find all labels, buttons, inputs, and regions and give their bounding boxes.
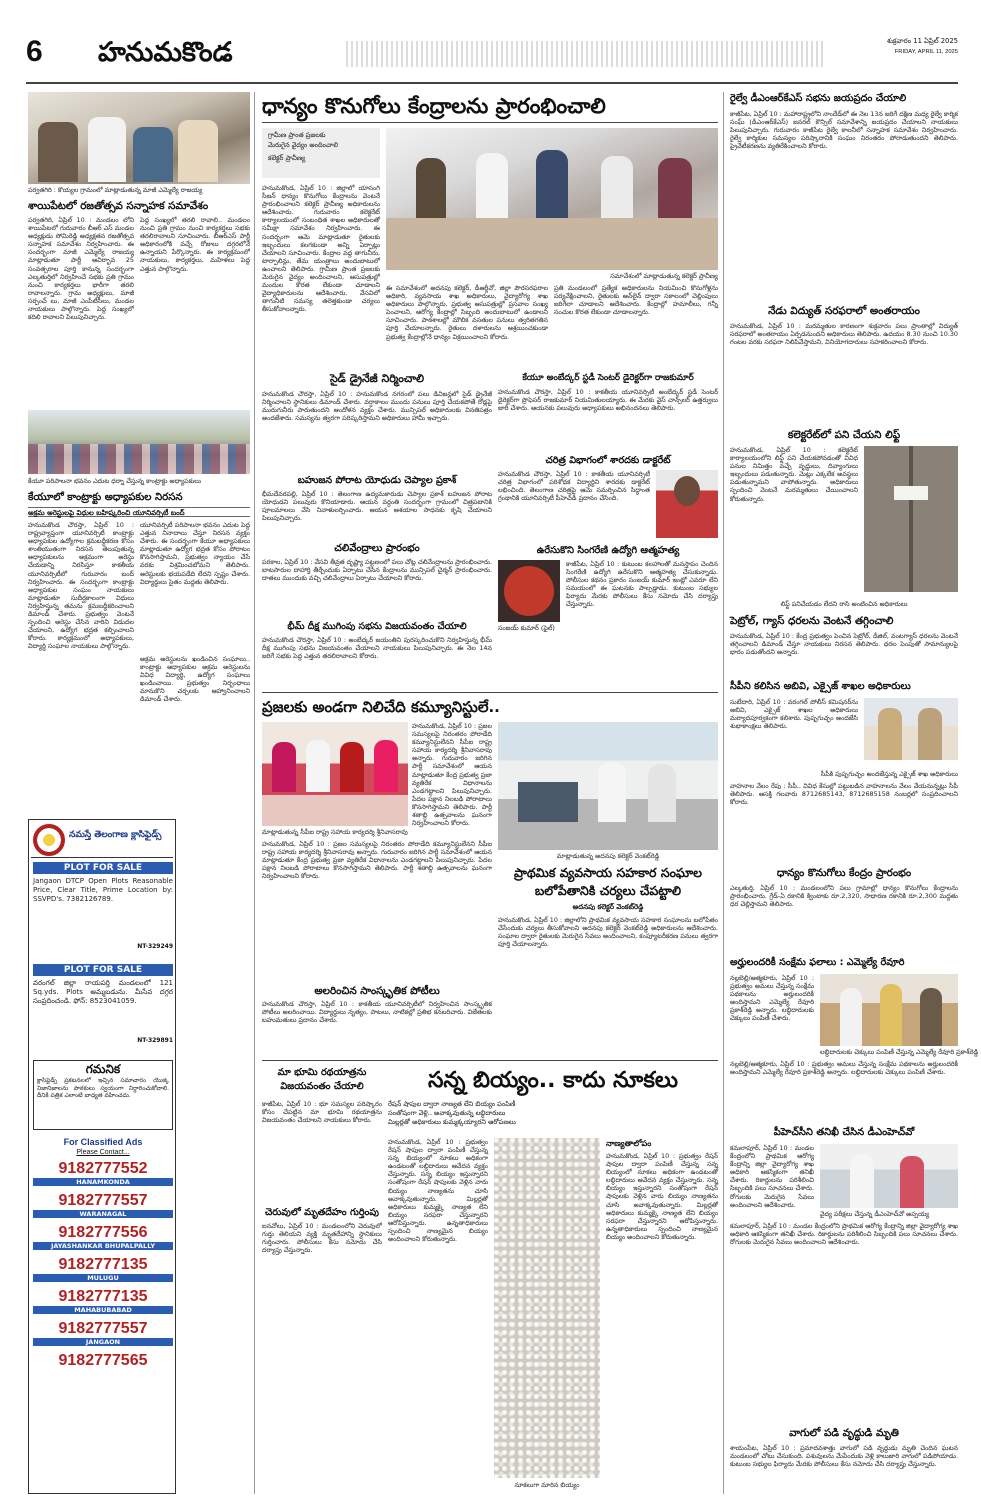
headline: కేయూ అంబేద్కర్ స్టడీ సెంటర్ డైరెక్టర్‌గా రాజకుమార్ bbox=[522, 373, 694, 383]
main-headline: ధాన్యం కొనుగోలు కేంద్రాలను ప్రారంభించాలి bbox=[262, 94, 606, 118]
article-body: భీమదేవరపల్లి, ఏప్రిల్ 10 : తెలంగాణ ఉద్యమకారుడు చెప్యాల ప్రకాశ్ బహుజన పోరాట యోధుడని పలువురు కొనియాడారు. ఆయన వర్ధంతి సందర్భంగా గ్రామంలో చిత్రపటానికి పూలమాలలు వేసి నివాళులర్పించారు. ఆయన ఆశయాల సాధనకు కృషి చేయాలని పిలుపునిచ్చారు. bbox=[262, 490, 492, 523]
classifieds-box bbox=[28, 819, 176, 1494]
article-body: సుబేదారి, ఏప్రిల్ 10 : వరంగల్ పోలీస్ కమిషనర్‌ను అబివి, ఎక్సైజ్ శాఖల అధికారులు మర్యాదపూర్వకంగా కలిశారు. పుష్పగుచ్ఛం అందజేసి శుభాకాంక్షలు తెలిపారు. bbox=[730, 698, 858, 731]
headline: శాయిపేటలో రజతోత్సవ సన్నాహక సమావేశం bbox=[28, 200, 209, 212]
headline: మా భూమి రథయాత్రను విజయవంతం చేయాలి bbox=[277, 1067, 367, 1092]
photo-caption: మాట్లాడుతున్న అదనపు కలెక్టర్ వెంకట్‌రెడ్డి bbox=[556, 852, 660, 860]
ad-location: JANGAON bbox=[33, 1338, 173, 1346]
highlight-item: రేషన్ షాపుల ద్వారా నాణ్యత లేని బియ్యం పంపిణీ bbox=[388, 1100, 516, 1108]
ad-code: NT-329891 bbox=[137, 1037, 173, 1044]
headline: అర్హులందరికీ సంక్షేమ ఫలాలు : ఎమ్మెల్యే రేవూరి bbox=[730, 957, 905, 968]
article-body: ఈ సమావేశంలో అదనపు కలెక్టర్, డీఆర్డీవో, జిల్లా పౌరసరఫరాల అధికారి, వ్యవసాయ శాఖ అధికారులు, వైద్యారోగ్య శాఖ అధికారులు పాల్గొన్నారు. ప్రభుత్వ ఆసుపత్రుల్లో ప్రసవాల సంఖ్య పెంచాలని, ఆరోగ్య కేంద్రాల్లో సిబ్బంది అందుబాటులో ఉండాలని సూచించారు. పాఠశాలల్లో మౌలిక వసతుల పనులు త్వరితగతిన పూర్తి చేయాలన్నారు. రైతులు దళారులను ఆశ్రయించకుండా ప్రభుత్వ కేంద్రాల్లోనే ధాన్యం విక్రయించాలని కోరారు. bbox=[386, 284, 548, 341]
ad-phone: 9182777135 bbox=[58, 1256, 148, 1273]
photo-caption: కేయూ పరిపాలనా భవనం ఎదుట ధర్నా చేస్తున్న కాంట్రాక్టు అధ్యాపకులు bbox=[28, 477, 201, 485]
article-body: హనుమకొండ చౌరస్తా, ఏప్రిల్ 10 : కాకతీయ యూనివర్సిటీ చరిత్ర విభాగంలో పరిశోధక విద్యార్థిని శారదకు డాక్టరేట్ లభించింది. తెలంగాణ చరిత్రపై ఆమె సమర్పించిన సిద్ధాంత గ్రంథానికి యూనివర్సిటీ పీహెచ్‌డీ ప్రదానం చేసింది. bbox=[498, 470, 650, 503]
portrait-photo bbox=[656, 470, 718, 538]
masthead-band bbox=[346, 41, 826, 67]
masthead bbox=[26, 31, 958, 77]
photo-caption: నూకలుగా మారిన బియ్యం bbox=[514, 1481, 580, 1489]
photo-caption: సీపీకి పుష్పగుచ్ఛం అందజేస్తున్న ఎక్సైజ్ శాఖ అధికారులు bbox=[820, 770, 958, 778]
article-body: హనుమకొండ, ఏప్రిల్ 10 : ప్రజల సమస్యలపై నిరంతరం పోరాడేది కమ్యూనిస్టులేనని సీపీఐ రాష్ట్ర సహాయ కార్యదర్శి శ్రీనివాసరావు అన్నారు. గురువారం జరిగిన పార్టీ సమావేశంలో ఆయన మాట్లాడుతూ కేంద్ర ప్రభుత్వ ప్రజా వ్యతిరేక విధానాలను ఎండగట్టాలని పిలుపునిచ్చారు. పేదల పక్షాన నిలబడి పోరాటాలు కొనసాగిస్తామని తెలిపారు. పార్టీ శతాబ్ది ఉత్సవాలను ఘనంగా నిర్వహించాలని కోరారు. bbox=[262, 840, 492, 881]
news-photo bbox=[498, 722, 718, 850]
ad-phone: 9182777557 bbox=[58, 1320, 148, 1337]
article-body: కాజీపేట, ఏప్రిల్ 10 : మహారాష్ట్రలోని నాందేడ్‌లో ఈ నెల 13న జరిగే దక్షిణ మధ్య రైల్వే కార్మిక సంఘ్ (డీఎంఆర్‌కేఎస్) జనరల్ కౌన్సిల్ సమావేశాన్ని జయప్రదం చేయాలని నాయకులు పిలుపునిచ్చారు. గురువారం కాజీపేట రైల్వే కాలనీలో సన్నాహక సమావేశం నిర్వహించారు. రైల్వే కార్మికుల సమస్యల పరిష్కారానికి సంఘం నిరంతరం పోరాడుతుందని తెలిపారు. ప్రైవేటీకరణను వ్యతిరేకించాలని కోరారు. bbox=[730, 110, 958, 151]
ad-text: Jangaon DTCP Open Plots Reasonable Price, Clear Title, Prime Location by: SSVPD's. 7382126789. bbox=[33, 877, 173, 903]
article-body: నల్లబెల్లి/ఆత్మకూరు, ఏప్రిల్ 10 : ప్రభుత్వం అమలు చేస్తున్న సంక్షేమ పథకాలను అర్హులందరికీ అందిస్తామని ఎమ్మెల్యే రేవూరి ప్రకాశ్‌రెడ్డి అన్నారు. లబ్ధిదారులకు చెక్కులు పంపిణీ చేశారు. bbox=[730, 1060, 958, 1077]
headline: ధాన్యం కొనుగోలు కేంద్రం ప్రారంభం bbox=[776, 867, 912, 879]
headline: కలెక్టరేట్‌లో పని చేయని లిఫ్ట్ bbox=[787, 429, 901, 441]
article-body: పర్వతగిరి, ఏప్రిల్ 10 : మండలం లోని శాయిపేటలో గురువారం బీఆర్ ఎస్ మండల అధ్యక్షుడు సోమిరెడ్డి అధ్యక్షతన రజతోత్సవ సన్నాహక సమావేశం నిర్వహించారు. ఈ సందర్భంగా మాజీ ఎమ్మెల్యే రాజయ్య మాట్లాడుతూ పార్టీ ఆవిర్భావ 25 సంవత్సరాల పూర్తి కానున్న సందర్భంగా ఎల్కతుర్తిలో నిర్వహించే సభకు ప్రతి గ్రామం నుంచి కార్యకర్తలు భారీగా తరలి రావాలన్నారు. గ్రామ అధ్యక్షులు, మాజీ సర్పంచ్ లు, మాజీ ఎంపీటీసీలు, మండల నాయకులు పాల్గొన్నారు. పెద్ద సంఖ్యలో కదిలి రావాలని పిలుపునిచ్చారు. bbox=[28, 216, 134, 322]
ads-phone-list bbox=[33, 1160, 173, 1490]
highlight-box bbox=[388, 1100, 718, 1134]
ads-title: For Classified Ads bbox=[63, 1137, 143, 1147]
highlight-item: గ్రామీణ ప్రాంత ప్రజలకు bbox=[268, 131, 326, 139]
notice-title: గమనిక bbox=[85, 1062, 121, 1076]
ad-location: HANAMKONDA bbox=[33, 1178, 173, 1186]
article-body: కాజీపేట, ఏప్రిల్ 10 : భూ సమస్యల పరిష్కారం కోసం చేపట్టిన మా భూమి రథయాత్రను విజయవంతం చేయాలని నాయకులు కోరారు. bbox=[262, 1100, 382, 1125]
ad-title: PLOT FOR SALE bbox=[33, 862, 173, 874]
headline: సన్న బియ్యం.. కాదు నూకలు bbox=[427, 1068, 679, 1093]
highlight-item: మిల్లర్లతో అధికారులు కుమ్మక్కయ్యారని ఆరోపణలు bbox=[388, 1118, 516, 1126]
article-body: కమలాపూర్, ఏప్రిల్ 10 : మండల కేంద్రంలోని ప్రాథమిక ఆరోగ్య కేంద్రాన్ని జిల్లా వైద్యారోగ్య శాఖ అధికారి ఆకస్మికంగా తనిఖీ చేశారు. రికార్డులను పరిశీలించి సిబ్బందికి పలు సూచనలు చేశారు. రోగులకు మెరుగైన సేవలు అందించాలని ఆదేశించారు. bbox=[730, 1222, 958, 1247]
namasthe-logo-icon bbox=[33, 824, 65, 856]
highlight-item: కలెక్టర్ ప్రావీణ్య bbox=[268, 154, 306, 162]
ad-text: వరంగల్ జిల్లా రాయపర్తి మండలంలో 121 Sq.yds. Plots అమ్మబడును. మీసేవ దగ్గర సంప్రదించండి. ఫోన్: 8523041059. bbox=[33, 979, 173, 1005]
photo-caption: మాట్లాడుతున్న సీపీఐ రాష్ట్ర సహాయ కార్యదర్శి శ్రీనివాసరావు bbox=[262, 828, 408, 836]
classifieds-title: నమస్తే తెలంగాణ క్లాసిఫైడ్స్ bbox=[69, 830, 162, 840]
photo-caption: లిఫ్ట్ పనిచేయడం లేదని రాసి అంటించిన అధికారులు bbox=[780, 600, 908, 608]
headline: అలరించిన సాంస్కృతిక పోటీలు bbox=[314, 985, 440, 997]
article-body: హనుమకొండ చౌరస్తా, ఏప్రిల్ 10 : రాష్ట్రవ్యాప్తంగా యూనివర్సిటీ కాంట్రాక్టు అధ్యాపకుల ఉద్యోగాల క్రమబద్ధీకరణ కోసం శాంతియుతంగా నిరసన తెలుపుతున్న అధ్యాపకులను అక్రమంగా అరెస్టు చేయడాన్ని నిరసిస్తూ కాకతీయ యూనివర్సిటీలో గురువారం బంద్ నిర్వహించారు. ఈ సందర్భంగా కాంట్రాక్టు అధ్యాపకుల సంఘం నాయకులు మాట్లాడుతూ సుదీర్ఘకాలంగా విధులు నిర్వహిస్తున్న తమను క్రమబద్ధీకరించాలని డిమాండ్ చేశారు. ప్రభుత్వం వెంటనే స్పందించి అరెస్టు చేసిన వారిని విడుదల చేయాలని, ఉద్యోగ భద్రత కల్పించాలని కోరారు. కార్యక్రమంలో అధ్యాపకులు, విద్యార్థి సంఘాల నాయకులు పాల్గొన్నారు. bbox=[28, 521, 134, 651]
article-body: కాజీపేట, ఏప్రిల్ 10 : కుటుంబ కలహాలతో మనస్తాపం చెందిన సింగరేణి ఉద్యోగి ఉరేసుకొని ఆత్మహత్య చేసుకున్నాడు. పోలీసుల కథనం ప్రకారం సంజయ్ కుమార్ ఇంట్లో ఎవరూ లేని సమయంలో ఈ ఘటనకు పాల్పడ్డాడు. కుటుంబ సభ్యుల ఫిర్యాదు మేరకు పోలీసులు కేసు నమోదు చేసి దర్యాప్తు చేస్తున్నారు. bbox=[566, 560, 718, 609]
plot-ad bbox=[33, 862, 173, 960]
headline: చెరువులో మృతదేహం గుర్తింపు bbox=[265, 1207, 379, 1218]
ad-phone: 9182777557 bbox=[58, 1192, 148, 1209]
masthead-rule bbox=[26, 82, 958, 84]
headline: వాగులో పడి వృద్ధుడి మృతి bbox=[789, 1427, 899, 1439]
ad-location: MULUGU bbox=[33, 1274, 173, 1282]
article-body: హనుమకొండ, ఏప్రిల్ 10 : కలెక్టరేట్ కార్యాలయంలోని లిఫ్ట్ పని చేయకపోవడంతో వివిధ పనుల నిమిత్తం వచ్చే వృద్ధులు, దివ్యాంగులు ఇబ్బందులు పడుతున్నారు. మెట్లు ఎక్కలేక అవస్థలు పడుతున్నామని వాపోతున్నారు. అధికారులు స్పందించి వెంటనే మరమ్మతులు చేయించాలని కోరుతున్నారు. bbox=[730, 446, 858, 503]
date-english: FRIDAY, APRIL 11, 2025 bbox=[894, 49, 958, 55]
lift-photo bbox=[864, 446, 958, 592]
column-divider bbox=[723, 92, 724, 1494]
ad-code: NT-329249 bbox=[137, 943, 173, 950]
article-body: హనుమకొండ చౌరస్తా, ఏప్రిల్ 10 : హనుమకొండ నగరంలో పలు డివిజన్లలో సైడ్ డ్రైనేజీ నిర్మించాలని స్థానికులు డిమాండ్ చేశారు. వర్షాకాలం ముందు పనులు పూర్తి చేయకపోతే రోడ్లపై మురుగునీరు పారుతుందని ఆందోళన వ్యక్తం చేశారు. మున్సిపల్ అధికారులకు వినతిపత్రం అందజేశారు. సమస్యను త్వరగా పరిష్కరిస్తామని అధికారులు హామీ ఇచ్చారు. bbox=[262, 390, 492, 423]
photo-caption: లబ్ధిదారులకు చెక్కులు పంపిణీ చేస్తున్న ఎమ్మెల్యే రేవూరి ప్రకాశ్‌రెడ్డి bbox=[820, 1048, 979, 1056]
highlight-item: సంతోషంగా వెళ్లి.. అవాక్కవుతున్న లబ్ధిదారులు bbox=[388, 1109, 506, 1117]
subheadline: అక్రమ అరెస్టులపై విధుల బహిష్కరించి యూనివర్సిటీ బంద్ bbox=[28, 507, 250, 517]
portrait-photo bbox=[498, 560, 560, 622]
article-body: హనుమకొండ చౌరస్తా, ఏప్రిల్ 10 : కాకతీయ యూనివర్సిటీలో నిర్వహించిన సాంస్కృతిక పోటీలు అలరించాయి. విద్యార్థులు నృత్యం, పాటలు, నాటికల్లో ప్రతిభ కనబరిచారు. విజేతలకు బహుమతులు ప్రదానం చేశారు. bbox=[262, 1000, 492, 1025]
article-body: హనుమకొండ చౌరస్తా, ఏప్రిల్ 10 : కాకతీయ యూనివర్సిటీ అంబేద్కర్ స్టడీ సెంటర్ డైరెక్టర్‌గా ప్రొఫెసర్ రాజకుమార్ నియమితులయ్యారు. ఈ మేరకు వైస్ చాన్స్‌లర్ ఉత్తర్వులు జారీ చేశారు. ఆయనకు పలువురు అధ్యాపకులు అభినందనలు తెలిపారు. bbox=[498, 388, 718, 413]
column-divider bbox=[254, 92, 255, 1494]
article-body: ఎల్కతుర్తి, ఏప్రిల్ 10 : మండలంలోని పలు గ్రామాల్లో ధాన్యం కొనుగోలు కేంద్రాలను ప్రారంభించారు. గ్రేడ్-ఏ రకానికి క్వింటాకు రూ.2,320, సాధారణ రకానికి రూ.2,300 మద్దతు ధర చెల్లిస్తామని తెలిపారు. bbox=[730, 884, 958, 909]
ads-contact: Please Contact... bbox=[76, 1149, 130, 1156]
headline: ఉరేసుకొని సింగరేణి ఉద్యోగి ఆత్మహత్య bbox=[536, 545, 680, 556]
headline: చలివేంద్రాలు ప్రారంభం bbox=[334, 543, 420, 554]
headline: ప్రజలకు అండగా నిలిచేది కమ్యూనిస్టులే.. bbox=[262, 698, 500, 716]
ad-location: WARANAGAL bbox=[33, 1210, 173, 1218]
plot-ad bbox=[33, 964, 173, 1054]
date-telugu: శుక్రవారం 11 ఏప్రిల్ 2025 bbox=[886, 37, 958, 45]
article-body: హనుమకొండ చౌరస్తా, ఏప్రిల్ 10 : అంబేద్కర్ జయంతిని పురస్కరించుకొని నిర్వహిస్తున్న భీమ్ దీక్ష ముగింపు సభను విజయవంతం చేయాలని నాయకులు పిలుపునిచ్చారు. ఈ నెల 14న జరిగే సభకు పెద్ద ఎత్తున తరలిరావాలని కోరారు. bbox=[262, 636, 492, 661]
page-number: 6 bbox=[26, 35, 43, 68]
article-body: హనుమకొండ, ఏప్రిల్ 10 : ప్రభుత్వం రేషన్ షాపుల ద్వారా పంపిణీ చేస్తున్న సన్న బియ్యంలో నూకలు అధికంగా ఉండటంతో లబ్ధిదారులు ఆవేదన వ్యక్తం చేస్తున్నారు. సన్న బియ్యం ఇస్తున్నారని సంతోషంగా రేషన్ షాపులకు వెళ్లిన వారు బియ్యం నాణ్యతను చూసి అవాక్కవుతున్నారు. మిల్లర్లతో అధికారులు కుమ్మక్కై నాణ్యత లేని బియ్యం సరఫరా చేస్తున్నారని ఆరోపిస్తున్నారు. ఉన్నతాధికారులు స్పందించి నాణ్యమైన బియ్యం అందించాలని కోరుతున్నారు. bbox=[606, 1152, 718, 1241]
article-body: ఐనవోలు, ఏప్రిల్ 10 : మండలంలోని చెరువులో గుర్తు తెలియని వ్యక్తి మృతదేహాన్ని స్థానికులు గుర్తించారు. పోలీసులు కేసు నమోదు చేసి దర్యాప్తు చేస్తున్నారు. bbox=[262, 1222, 382, 1255]
inset-title: నాణ్యతాలోపం bbox=[606, 1139, 652, 1148]
headline: ప్రాథమిక వ్యవసాయ సహకార సంఘాల బలోపేతానికి చర్యలు చేపట్టాలి bbox=[513, 865, 703, 898]
byline: అదనపు కలెక్టర్ వెంకట్‌రెడ్డి bbox=[572, 903, 644, 911]
ad-phone: 9182777135 bbox=[58, 1288, 148, 1305]
headline: రైల్వే డీఎంఆర్‌కేఎస్ సభను జయప్రదం చేయాలి bbox=[730, 93, 907, 104]
ad-title: PLOT FOR SALE bbox=[33, 964, 173, 976]
headline: సైడ్ డ్రైనేజీ నిర్మించాలి bbox=[329, 372, 425, 385]
photo-caption: సంజయ్ కుమార్ (ఫైల్) bbox=[498, 624, 555, 632]
article-body: హనుమకొండ, ఏప్రిల్ 10 : మరమ్మతుల కారణంగా శుక్రవారం పలు ప్రాంతాల్లో విద్యుత్ సరఫరాలో అంతరాయం ఏర్పడనుందని అధికారులు తెలిపారు. ఉదయం 8.30 నుంచి 10.30 గంటల వరకు సరఫరా నిలిపివేస్తామని, వినియోగదారులు సహకరించాలని కోరారు. bbox=[730, 322, 958, 347]
ad-location: MAHABUBABAD bbox=[33, 1306, 173, 1314]
article-body: యూనివర్సిటీ పరిపాలనా భవనం ఎదుట పెద్ద ఎత్తున నినాదాలు చేస్తూ నిరసన వ్యక్తం చేశారు. ఈ సందర్భంగా కేయూ అధ్యాపకులు మాట్లాడుతూ ఉద్యోగ భద్రత కోసం పోరాటం కొనసాగిస్తామని, ప్రభుత్వం న్యాయం చేసే వరకు విశ్రమించబోమని తెలిపారు. అరెస్టులకు భయపడేది లేదని స్పష్టం చేశారు. విద్యార్థులు సైతం మద్దతు తెలిపారు. bbox=[140, 521, 250, 586]
headline: పెట్రోల్, గ్యాస్ ధరలను వెంటనే తగ్గించాలి bbox=[730, 615, 894, 627]
photo-caption: సమావేశంలో మాట్లాడుతున్న కలెక్టర్ ప్రావీణ్య bbox=[610, 272, 718, 280]
article-body: హనుమకొండ, ఏప్రిల్ 10 : ప్రభుత్వం రేషన్ షాపుల ద్వారా పంపిణీ చేస్తున్న సన్న బియ్యంలో నూకలు అధికంగా ఉండటంతో లబ్ధిదారులు ఆవేదన వ్యక్తం చేస్తున్నారు. సన్న బియ్యం ఇస్తున్నారని సంతోషంగా రేషన్ షాపులకు వెళ్లిన వారు బియ్యం నాణ్యతను చూసి అవాక్కవుతున్నారు. మిల్లర్లతో అధికారులు కుమ్మక్కై నాణ్యత లేని బియ్యం సరఫరా చేస్తున్నారని ఆరోపిస్తున్నారు. ఉన్నతాధికారులు స్పందించి నాణ్యమైన బియ్యం అందించాలని కోరుతున్నారు. bbox=[388, 1138, 488, 1244]
news-photo bbox=[28, 410, 250, 474]
ad-phone: 9182777552 bbox=[58, 1160, 148, 1177]
headline: భీమ్ దీక్ష ముగింపు సభను విజయవంతం చేయాలి bbox=[287, 621, 467, 632]
ad-location: JAYASHANKAR BHUPALPALLY bbox=[33, 1242, 173, 1250]
section-title: హనుమకొండ bbox=[98, 37, 233, 68]
classifieds-header bbox=[31, 822, 173, 858]
article-body: నల్లబెల్లి/ఆత్మకూరు, ఏప్రిల్ 10 : ప్రభుత్వం అమలు చేస్తున్న సంక్షేమ పథకాలను అర్హులందరికీ అందిస్తామని ఎమ్మెల్యే రేవూరి ప్రకాశ్‌రెడ్డి అన్నారు. లబ్ధిదారులకు చెక్కులు పంపిణీ చేశారు. bbox=[730, 974, 814, 1023]
headline: కేయూలో కాంట్రాక్టు అధ్యాపకుల నిరసన bbox=[28, 492, 183, 503]
headline: సీపీని కలిసిన అబివి, ఎక్సైజ్ శాఖల అధికారులు bbox=[730, 681, 911, 692]
headline: చరిత్ర విభాగంలో శారదకు డాక్టరేట్ bbox=[545, 455, 671, 466]
highlight-box bbox=[262, 128, 380, 178]
news-photo bbox=[386, 128, 718, 270]
ad-phone: 9182777565 bbox=[58, 1352, 148, 1369]
news-photo bbox=[820, 1144, 958, 1208]
article-body: పెద్ద సంఖ్యలో తరలి రావాలి.. మండలం నుంచి ప్రతి గ్రామం నుంచి కార్యకర్తలు సభకు తరలిరావాలని సూచించారు. బీఆర్ఎస్ పార్టీ అధికారంలోకి వచ్చే రోజులు దగ్గరలోనే ఉన్నాయని పేర్కొన్నారు. ఈ కార్యక్రమంలో నాయకులు, కార్యకర్తలు, మహిళలు పెద్ద ఎత్తున పాల్గొన్నారు. bbox=[140, 216, 250, 273]
article-body: హనుమకొండ, ఏప్రిల్ 10 : కేంద్ర ప్రభుత్వం పెంచిన పెట్రోల్, డీజిల్, వంటగ్యాస్ ధరలను వెంటనే తగ్గించాలని డిమాండ్ చేస్తూ నాయకులు నిరసన తెలిపారు. ధరల పెంపుతో సామాన్యులపై భారం పడుతోందని అన్నారు. bbox=[730, 632, 958, 657]
article-body: శాయంపేట, ఏప్రిల్ 10 : ప్రమాదవశాత్తు వాగులో పడి వృద్ధుడు మృతి చెందిన ఘటన మండలంలో చోటు చేసుకుంది. పశువులను మేపేందుకు వెళ్లి కాలుజారి వాగులో పడిపోయాడు. కుటుంబ సభ్యుల ఫిర్యాదు మేరకు పోలీసులు కేసు నమోదు చేసి దర్యాప్తు చేస్తున్నారు. bbox=[730, 1444, 958, 1469]
article-body: అక్రమ అరెస్టులను ఖండించిన సంఘాలు.. కాంట్రాక్టు అధ్యాపకుల అక్రమ అరెస్టులను వివిధ విద్యార్థి, ఉద్యోగ సంఘాలు ఖండించాయి. ప్రభుత్వం నిర్బంధాలు మానుకొని చర్చలకు ఆహ్వానించాలని డిమాండ్ చేశారు. bbox=[140, 655, 250, 704]
rice-photo bbox=[494, 1138, 600, 1478]
article-body: పరకాల, ఏప్రిల్ 10 : వేసవి తీవ్రత దృష్ట్యా పట్టణంలో పలు చోట్ల చలివేంద్రాలను ప్రారంభించారు. బాటసారుల దాహార్తి తీర్చేందుకు ఏర్పాటు చేసిన కేంద్రాలను మున్సిపల్ చైర్మన్ ప్రారంభించారు. దాతలు ముందుకు వచ్చి చలివేంద్రాలు ఏర్పాటు చేయాలని కోరారు. bbox=[262, 558, 492, 583]
headline: పీహెచ్‌సీని తనిఖీ చేసిన డీఎంహెచ్‌వో bbox=[773, 1127, 915, 1138]
article-body: హనుమకొండ, ఏప్రిల్ 10 : జిల్లాలో యాసంగి సీజన్ ధాన్యం కొనుగోలు కేంద్రాలను వెంటనే ప్రారంభించాలని కలెక్టర్ ప్రావీణ్య అధికారులను ఆదేశించారు. గురువారం కలెక్టరేట్ కార్యాలయంలో సంబంధిత శాఖల అధికారులతో సమీక్షా సమావేశం నిర్వహించారు. ఈ సందర్భంగా ఆమె మాట్లాడుతూ రైతులకు ఇబ్బందులు కలగకుండా అన్ని ఏర్పాట్లు చేయాలని సూచించారు. కేంద్రాల వద్ద తాగునీరు, టార్పాలిన్లు, తేమ యంత్రాలు అందుబాటులో ఉంచాలని తెలిపారు. గ్రామీణ ప్రాంత ప్రజలకు మెరుగైన వైద్యం అందించాలని, ఆసుపత్రుల్లో మందుల కొరత లేకుండా చూడాలని వైద్యాధికారులను ఆదేశించారు. వేసవిలో తాగునీటి సమస్య తలెత్తకుండా చర్యలు తీసుకోవాలన్నారు. bbox=[262, 184, 380, 314]
notice-box bbox=[33, 1060, 173, 1130]
notice-text: క్లాసిఫైడ్స్ ప్రకటనలలో ఇచ్చిన సమాచారం యొక్క నిజానిజాలను పాఠకులు స్వయంగా నిర్ధారించుకోవాలి. దీనికి పత్రిక ఎలాంటి బాధ్యత వహించదు. bbox=[37, 1077, 169, 1099]
article-body: కమలాపూర్, ఏప్రిల్ 10 : మండల కేంద్రంలోని ప్రాథమిక ఆరోగ్య కేంద్రాన్ని జిల్లా వైద్యారోగ్య శాఖ అధికారి ఆకస్మికంగా తనిఖీ చేశారు. రికార్డులను పరిశీలించి సిబ్బందికి పలు సూచనలు చేశారు. రోగులకు మెరుగైన సేవలు అందించాలని ఆదేశించారు. bbox=[730, 1144, 814, 1209]
headline: బహుజన పోరాట యోధుడు చెప్యాల ప్రకాశ్ bbox=[297, 475, 457, 486]
highlight-item: మెరుగైన వైద్యం అందించాలి bbox=[268, 141, 339, 149]
news-photo bbox=[820, 974, 958, 1046]
ad-phone: 9182777556 bbox=[58, 1224, 148, 1241]
photo-caption: వైద్య పరీక్షలు చేస్తున్న డీఎంహెచ్‌వో అప్పయ్య bbox=[820, 1210, 930, 1218]
news-photo bbox=[864, 698, 958, 760]
article-body: ప్రతి మండలంలో ప్రత్యేక అధికారులను నియమించి కొనుగోళ్లను పర్యవేక్షించాలని, రైతులకు ఆన్‌లైన్ ద్వారా సకాలంలో చెల్లింపులు జరిగేలా చూడాలని ఆదేశించారు. కేంద్రాల్లో హమాలీలు, గన్నీ సంచుల కొరత లేకుండా చూడాలన్నారు. bbox=[554, 284, 718, 317]
news-photo bbox=[262, 722, 408, 826]
article-body: హనుమకొండ, ఏప్రిల్ 10 : జిల్లాలోని ప్రాథమిక వ్యవసాయ సహకార సంఘాలను బలోపేతం చేసేందుకు చర్యలు తీసుకోవాలని అదనపు కలెక్టర్ వెంకట్‌రెడ్డి అధికారులను ఆదేశించారు. సంఘాల ద్వారా రైతులకు మెరుగైన సేవలు అందించాలని, కంప్యూటరీకరణ పనులు త్వరగా పూర్తి చేయాలన్నారు. bbox=[498, 916, 718, 949]
headline: నేడు విద్యుత్ సరఫరాలో అంతరాయం bbox=[768, 305, 920, 317]
news-photo bbox=[28, 92, 250, 184]
article-body: వాహనాల వేలం రేపు : సీపీ.. వివిధ కేసుల్లో పట్టుబడిన వాహనాలను వేలం వేయనున్నట్లు సీపీ తెలిపారు. ఆసక్తి గలవారు 8712685143, 8712685158 నంబర్లలో సంప్రదించాలని కోరారు. bbox=[730, 782, 958, 807]
article-body: హనుమకొండ, ఏప్రిల్ 10 : ప్రజల సమస్యలపై నిరంతరం పోరాడేది కమ్యూనిస్టులేనని సీపీఐ రాష్ట్ర సహాయ కార్యదర్శి శ్రీనివాసరావు అన్నారు. గురువారం జరిగిన పార్టీ సమావేశంలో ఆయన మాట్లాడుతూ కేంద్ర ప్రభుత్వ ప్రజా వ్యతిరేక విధానాలను ఎండగట్టాలని పిలుపునిచ్చారు. పేదల పక్షాన నిలబడి పోరాటాలు కొనసాగిస్తామని తెలిపారు. పార్టీ శతాబ్ది ఉత్సవాలను ఘనంగా నిర్వహించాలని కోరారు. bbox=[412, 722, 492, 828]
photo-caption: పర్వతగిరి : కొయ్యల గ్రామంలో మాట్లాడుతున్న మాజీ ఎమ్మెల్యే రాజయ్య bbox=[28, 186, 203, 194]
